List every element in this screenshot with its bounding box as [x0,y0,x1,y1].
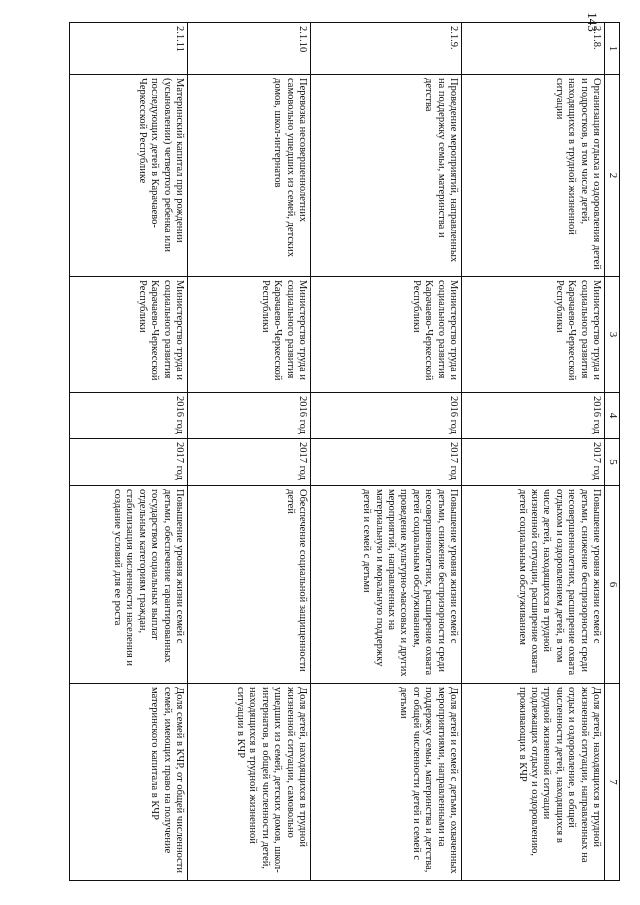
executor: Министерство труда и социального развития Карачаево-Черкесской Республики [70,277,188,393]
row-number: 2.1.8. [462,23,605,75]
measure-name: Проведение мероприятий, направленных на поддержку семьи, материнства и детства [311,75,462,277]
column-header: 5 [605,439,620,486]
executor: Министерство труда и социального развития Карачаево-Черкесской Республики [462,277,605,393]
indicator: Доля детей, находящихся в трудной жизненной ситуации, самовольно ушедших из семей, детских домов, школ-интернатов, в общей численности детей, находящихся в трудной жизненной ситуации в КЧР [188,684,311,881]
end-year: 2017 год [462,439,605,486]
measures-table [69,22,620,881]
table-row [462,23,605,881]
rotated-table-container [14,22,620,880]
start-year: 2016 год [188,393,311,439]
start-year: 2016 год [70,393,188,439]
table-row [188,23,311,881]
end-year: 2017 год [311,439,462,486]
row-number: 2.1.10 [188,23,311,75]
executor: Министерство труда и социального развития Карачаево-Черкесской Республики [188,277,311,393]
row-number: 2.1.9. [311,23,462,75]
row-number: 2.1.11 [70,23,188,75]
page-number: 143 [585,12,600,32]
indicator: Доля детей и семей с детьми, охваченных мероприятиями, направленными на поддержку семьи, материнства и детства, от общей численности детей и семей с детьми [311,684,462,881]
end-year: 2017 год [70,439,188,486]
table-row [311,23,462,881]
start-year: 2016 год [311,393,462,439]
column-header: 3 [605,277,620,393]
column-header: 7 [605,684,620,881]
column-header: 2 [605,75,620,277]
expected-result: Повышение уровня жизни семей с детьми, снижение беспризорности среди несовершеннолетних, расширение охвата детей социальным обслуживанием, проведение культурно-массовых и других мероприятий, направленных на материальную и моральную поддержку детей и семей с детьми [311,486,462,684]
table-row [70,23,188,881]
end-year: 2017 год [188,439,311,486]
indicator: Доля детей, находящихся в трудной жизненной ситуации, направленных на отдых и оздоровление, в общей численности детей, находящихся в трудной жизненной ситуации подлежащих отдыху и оздоровлению, проживающих в КЧР [462,684,605,881]
column-header: 6 [605,486,620,684]
measure-name: Организация отдыха и оздоровления детей и подростков, в том числе детей, находящихся в трудной жизненной ситуации [462,75,605,277]
column-header: 1 [605,23,620,75]
indicator: Доля семей в КЧР, от общей численности семей, имеющих право на получение материнского капитала в КЧР [70,684,188,881]
executor: Министерство труда и социального развития Карачаево-Черкесской Республики [311,277,462,393]
column-header: 4 [605,393,620,439]
expected-result: Повышение уровня жизни семей с детьми, обеспечение гарантированных государством социальных выплат отдельным категориям граждан, стабилизация численности населения и создание условий для ее роста [70,486,188,684]
header-row [605,23,620,881]
expected-result: Повышение уровня жизни семей с детьми, снижение беспризорности среди несовершеннолетних, расширение охвата отдыхом и оздоровлением детей, в том числе детей, находящихся в трудной жизненной ситуации, расширение охвата детей социальным обслуживанием [462,486,605,684]
start-year: 2016 год [462,393,605,439]
measure-name: Перевозка несовершеннолетних самовольно ушедших из семей, детских домов, школ-интернатов [188,75,311,277]
expected-result: Обеспечение социальной защищенности детей [188,486,311,684]
measure-name: Материнский капитал при рождении (усыновлении) четвертого ребенка или последующих детей в Карачаево-Черкесской Республике [70,75,188,277]
